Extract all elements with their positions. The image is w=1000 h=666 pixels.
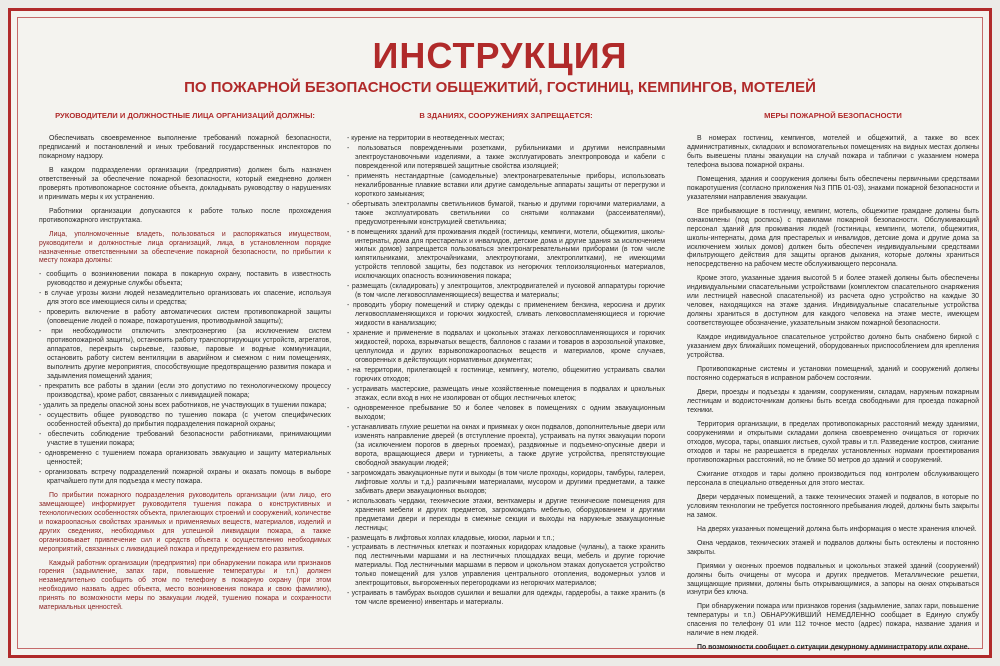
paragraph: По прибытии пожарного подразделения руководитель организации (или лицо, его замещающее) информирует руководителя тушения пожара о конструктивных и технологических особенностях объекта, прилегающих строений и сооружений, количестве и пожароопасных свойствах хранимых и применяемых веществ, материалов, изделий и других сведениях, необходимых для успешной ликвидации пожара, а также организовывает привлечение сил и средств объекта к осуществлению необходимых мероприятий, связанных с ликвидацией пожара и предупреждением его развития. — [39, 491, 331, 553]
column-heading: МЕРЫ ПОЖАРНОЙ БЕЗОПАСНОСТИ — [764, 111, 902, 120]
paragraph: Территория организации, в пределах противопожарных расстояний между зданиями, сооружениями и открытыми складами должна своевременно очищаться от горючих отходов, мусора, тары, опавших листьев, сухой травы и т.п. Разведение костров, сжигание отходов и тары не разрешается в пределах установленных нормами проектирования противопожарных расстояний, но не ближе 50 метров до зданий и сооружений. — [687, 420, 979, 464]
duties-list — [39, 271, 331, 486]
list-item: - осуществить общее руководство по тушению пожара (с учетом специфических особенностей объекта) до прибытия подразделения пожарной охраны; — [39, 412, 331, 430]
list-item: - устраивать в лестничных клетках и поэтажных коридорах кладовые (чуланы), а также хранить под лестничными маршами и на лестничных площадках вещи, мебель и другие горючие материалы. Под лестничными маршами в первом и цокольном этажах допускается устройство только помещений для узлов управления центрального отопления, водомерных узлов и электрощитовых, выгороженных перегородками из негорючих материалов; — [347, 544, 665, 589]
list-item: - одновременно с тушением пожара организовать эвакуацию и защиту материальных ценностей; — [39, 450, 331, 468]
paragraph: По возможности сообщает о ситуации дежурному администратору или охране. — [697, 644, 970, 652]
instruction-poster — [8, 8, 992, 658]
paragraph: В каждом подразделении организации (предприятия) должен быть назначен ответственный за обеспечение пожарной безопасности, который ежедневно должен проверять противопожарное состояние объекта, докладывать руководству о нарушениях и принимать меры к их устранению. — [39, 166, 331, 201]
list-item: - организовать встречу подразделений пожарной охраны и оказать помощь в выборе кратчайшего пути для подъезда к месту пожара. — [39, 469, 331, 487]
paragraph: Лица, уполномоченные владеть, пользоваться и распоряжаться имуществом, руководители и должностные лица организаций, лица, в установленном порядке назначенные ответственными за обеспечение пожарной безопасности, по прибытии к месту пожара должны: — [39, 230, 331, 265]
paragraph: Двери, проезды и подъезды к зданиям, сооружениям, складам, наружным пожарным лестницам и водоисточникам должны быть всегда свободными для проезда пожарной техники. — [687, 389, 979, 415]
list-item: - прекратить все работы в здании (если это допустимо по технологическому процессу производства), кроме работ, связанных с ликвидацией пожара; — [39, 383, 331, 401]
paragraph: При обнаружении пожара или признаков горения (задымление, запах гари, повышение температуры и т.п.) ОБНАРУЖИВШИЙ НЕМЕДЛЕННО сообщает в Единую службу спасения по телефону 01 или 112 точное место (адрес) пожара, название здания и наличие в нем людей. — [687, 603, 979, 638]
list-item: - загромождать эвакуационные пути и выходы (в том числе проходы, коридоры, тамбуры, галереи, лифтовые холлы и т.д.) различными материалами, мусором и другими предметами, а также забивать двери эвакуационных выходов; — [347, 470, 665, 497]
list-item: - пользоваться поврежденными розетками, рубильниками и другими неисправными электроустановочными изделиями, а также эксплуатировать электропровода и кабели с поврежденной или потерявшей защитные свойства изоляцией; — [347, 145, 665, 172]
list-item: - одновременное пребывание 50 и более человек в помещениях с одним эвакуационным выходом; — [347, 405, 665, 423]
list-item: - устраивать мастерские, размещать иные хозяйственные помещения в подвалах и цокольных этажах, если вход в них не изолирован от общих лестничных клеток; — [347, 386, 665, 404]
paragraph: Каждый работник организации (предприятия) при обнаружении пожара или признаков горения (задымление, запах гари, повышение температуры и т.п.) должен незамедлительно сообщить об этом по телефону в пожарную охрану (при этом необходимо назвать адрес объекта, место возникновения пожара и свою фамилию), принять по возможности меры по эвакуации людей, тушению пожара и сохранности материальных ценностей. — [39, 559, 331, 612]
list-item: - на территории, прилегающей к гостинице, кемпингу, мотелю, общежитию устраивать свалки горючих отходов; — [347, 367, 665, 385]
paragraph: В номерах гостиниц, кемпингов, мотелей и общежитий, а также во всех административных, складских и вспомогательных помещениях на видных местах должны быть вывешены планы эвакуации на случай пожара и таблички с указанием номера телефона вызова пожарной охраны. — [687, 134, 979, 169]
list-item: - использовать чердаки, технические этажи, венткамеры и другие технические помещения для хранения мебели и других предметов, загромождать мебелью, оборудованием и другими предметами двери и переходы в смежные секции и выходы на наружные эвакуационные лестницы; — [347, 498, 665, 534]
column-heading: В ЗДАНИЯХ, СООРУЖЕНИЯХ ЗАПРЕЩАЕТСЯ: — [419, 111, 593, 120]
list-item: - устраивать в тамбурах выходов сушилки и вешалки для одежды, гардеробы, а также хранить (в том числе временно) инвентарь и материалы. — [347, 590, 665, 608]
paragraph: Приямки у оконных проемов подвальных и цокольных этажей зданий (сооружений) должны быть очищены от мусора и других предметов. Металлические решетки, защищающие приямки, должны быть открывающимися, а запоры на окнах открываться изнутри без ключа. — [687, 562, 979, 597]
list-item: - в помещениях зданий для проживания людей (гостиницы, кемпинги, мотели, общежития, школы-интернаты, дома для престарелых и инвалидов, детские дома и другие здания за исключением жилых домов) запрещается пользоваться электронагревательными приборами (в том числе кипятильниками, электрочайниками, электроутюгами, электроплитками), не имеющими устройств тепловой защиты, без подставок из негорючих теплоизоляционных материалов, исключающих опасность возникновения пожара; — [347, 229, 665, 283]
list-item: - обеспечить соблюдение требований безопасности работниками, принимающими участие в тушении пожара; — [39, 431, 331, 449]
paragraph: Противопожарные системы и установки помещений, зданий и сооружений должны постоянно содержаться в исправном рабочем состоянии. — [687, 366, 979, 383]
list-item: - при необходимости отключить электроэнергию (за исключением систем противопожарной защиты), остановить работу транспортирующих устройств, агрегатов, аппаратов, перекрыть сырьевые, газовые, паровые и водные коммуникации, остановить работу систем вентиляции в аварийном и смежном с ним помещениях, выполнить другие мероприятия, способствующие предотвращению развития пожара и задымления помещений здания; — [39, 328, 331, 382]
column-safety-measures — [687, 111, 979, 652]
paragraph: Все прибывающие в гостиницу, кемпинг, мотель, общежитие граждане должны быть ознакомлены (под роспись) с правилами пожарной безопасности. Обслуживающий персонал зданий для проживания людей (гостиницы, кемпинги, мотели, общежития, школы-интернаты, дома для престарелых и инвалидов, детские дома и другие дома за исключением жилых домов) должен быть обеспечен индивидуальными средствами фильтрующего действия для защиты органов дыхания, которые должны храниться непосредственно на рабочем месте обслуживающего персонала. — [687, 207, 979, 269]
column-responsibilities — [39, 111, 331, 641]
list-item: - проверить включение в работу автоматических систем противопожарной защиты (оповещение людей о пожаре, пожаротушения, противодымной защиты); — [39, 309, 331, 327]
list-item: - размещать в лифтовых холлах кладовые, киоски, ларьки и т.п.; — [347, 535, 665, 544]
paragraph: Работники организации допускаются к работе только после прохождения противопожарного инструктажа. — [39, 207, 331, 224]
list-item: - курение на территории в неотведенных местах; — [347, 135, 665, 144]
page-title: ИНСТРУКЦИЯ — [372, 35, 628, 76]
list-item: - удалить за пределы опасной зоны всех работников, не участвующих в тушении пожара; — [39, 402, 331, 411]
paragraph: На дверях указанных помещений должна быть информация о месте хранения ключей. — [697, 525, 977, 533]
paragraph: Обеспечивать своевременное выполнение требований пожарной безопасности, предписаний и постановлений и иных требований государственных инспекторов по пожарному надзору. — [39, 134, 331, 160]
paragraph: Окна чердаков, технических этажей и подвалов должны быть остеклены и постоянно закрыты. — [687, 539, 979, 556]
list-item: - размещать (складировать) у электрощитов, электродвигателей и пусковой аппаратуры горючие (в том числе легковоспламеняющиеся) вещества и материалы; — [347, 283, 665, 301]
paragraph: Двери чердачных помещений, а также технических этажей и подвалов, в которые по условиям технологии не требуется постоянного пребывания людей, должны быть закрыты на замок. — [687, 493, 979, 519]
paragraph: Каждое индивидуальное спасательное устройство должно быть снабжено биркой с указанием двух ближайших помещений, оборудованных приспособлением для крепления устройства. — [687, 334, 979, 360]
list-item: - обертывать электролампы светильников бумагой, тканью и другими горючими материалами, а также эксплуатировать светильники со снятыми колпаками (рассеивателями), предусмотренными конструкцией светильника; — [347, 201, 665, 228]
page-subtitle: ПО ПОЖАРНОЙ БЕЗОПАСНОСТИ ОБЩЕЖИТИЙ, ГОСТИНИЦ, КЕМПИНГОВ, МОТЕЛЕЙ — [184, 79, 816, 96]
prohibitions-list — [347, 135, 665, 608]
paragraph: Сжигание отходов и тары должно производиться под контролем обслуживающего персонала в специально отведенных для этого местах. — [687, 470, 979, 487]
list-item: - хранение и применение в подвалах и цокольных этажах легковоспламеняющихся и горючих жидкостей, пороха, взрывчатых веществ, баллонов с газами и товаров в аэрозольной упаковке, целлулоида и других взрывопожароопасных веществ и материалов, кроме случаев, оговоренных в действующих нормативных документах; — [347, 330, 665, 366]
paragraph: Кроме этого, указанные здания высотой 5 и более этажей должны быть обеспечены индивидуальными спасательными устройствами (комплектом спасательного снаряжения или лестницей навесной спасательной) из расчета одно устройство на каждые 30 человек, находящихся на этаже здания. Индивидуальные спасательные устройства должны храниться в доступном для каждого человека на этаже месте, имеющем соответствующее обозначение, указательным знаком пожарной безопасности. — [687, 275, 979, 328]
column-prohibited — [347, 111, 665, 641]
list-item: - применять нестандартные (самодельные) электронагревательные приборы, использовать некалиброванные плавкие вставки или другие самодельные аппараты защиты от перегрузки и короткого замыкания; — [347, 173, 665, 200]
column-heading: РУКОВОДИТЕЛИ И ДОЛЖНОСТНЫЕ ЛИЦА ОРГАНИЗАЦИЙ ДОЛЖНЫ: — [55, 111, 315, 120]
list-item: - проводить уборку помещений и стирку одежды с применением бензина, керосина и других легковоспламеняющихся и горючих жидкостей, сливать легковоспламеняющиеся и горючие жидкости в канализацию; — [347, 302, 665, 329]
list-item: - сообщить о возникновении пожара в пожарную охрану, поставить в известность руководство и дежурные службы объекта; — [39, 271, 331, 289]
list-item: - в случае угрозы жизни людей незамедлительно организовать их спасение, используя для этого все имеющиеся силы и средства; — [39, 290, 331, 308]
paragraph: Помещения, здания и сооружения должны быть обеспечены первичными средствами пожаротушения (согласно приложения №3 ППБ 01-03), знаками пожарной безопасности и указателями направления эвакуации. — [687, 175, 979, 201]
list-item: - устанавливать глухие решетки на окнах и приямках у окон подвалов, дополнительные двери или изменять направление дверей (в отступление проекта), устраивать на путях эвакуации пороги (за исключением порогов в дверных проемах), раздвижные и подъемно-опускные двери и ворота, вращающиеся двери и турникеты, а также другие устройства, препятствующие свободной эвакуации людей; — [347, 424, 665, 469]
